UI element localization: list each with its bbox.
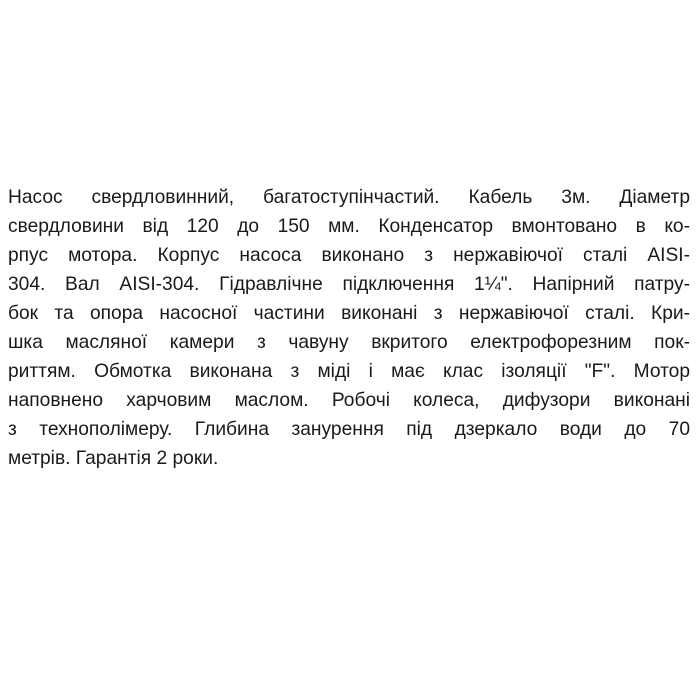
product-description-text (8, 183, 690, 473)
description-line: свердловини від 120 до 150 мм. Конденсатор вмонтовано в ко- (8, 216, 690, 237)
description-line: рпус мотора. Корпус насоса виконано з нержавіючої сталі AISI- (8, 245, 690, 266)
description-line: з технополімеру. Глибина занурення під дзеркало води до 70 (8, 419, 690, 440)
description-line: метрів. Гарантія 2 роки. (8, 448, 219, 469)
description-line: шка масляної камери з чавуну вкритого електрофорезним пок- (8, 332, 690, 353)
description-line: наповнено харчовим маслом. Робочі колеса, дифузори виконані (8, 390, 690, 411)
description-line: риттям. Обмотка виконана з міді і має клас ізоляції "F". Мотор (8, 361, 690, 382)
description-line: Насос свердловинний, багатоступінчастий. Кабель 3м. Діаметр (8, 187, 690, 208)
description-line: 304. Вал AISI-304. Гідравлічне підключення 1¼". Напірний патру- (8, 274, 690, 295)
description-line: бок та опора насосної частини виконані з нержавіючої сталі. Кри- (8, 303, 690, 324)
